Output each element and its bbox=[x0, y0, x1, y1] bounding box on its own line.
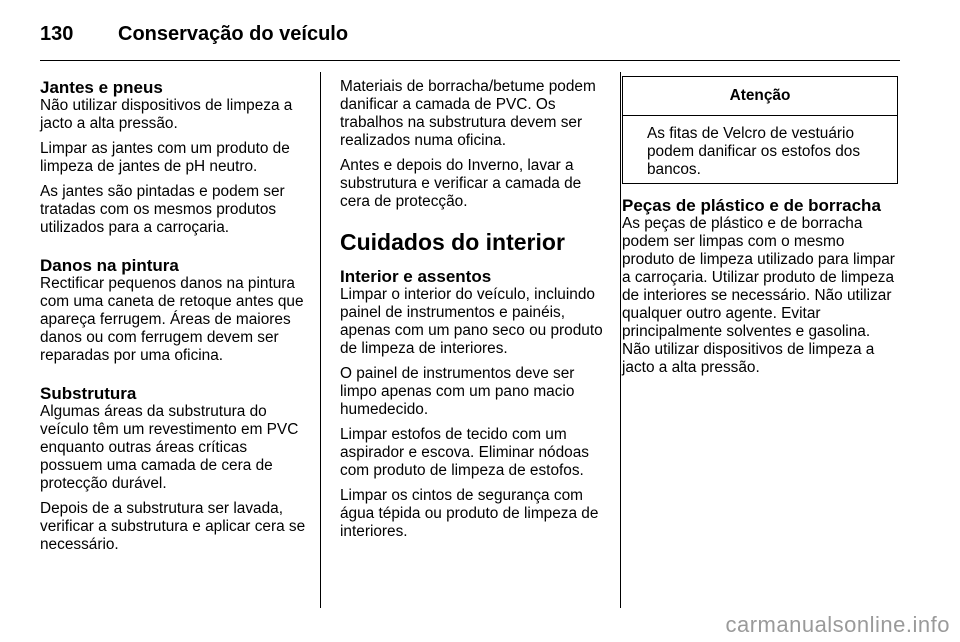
header-rule bbox=[40, 60, 900, 61]
column-divider bbox=[320, 72, 321, 608]
column-right bbox=[622, 196, 900, 384]
watermark: carmanualsonline.info bbox=[725, 612, 950, 637]
section-title-rims: Jantes e pneus bbox=[40, 78, 163, 97]
column-divider bbox=[620, 72, 621, 608]
paragraph: Rectificar pequenos danos na pintura com uma caneta de retoque antes que apareça ferrugem. Áreas de maiores danos ou com ferrugem devem ser reparadas por uma oficina. bbox=[40, 275, 304, 364]
notice-title: Atenção bbox=[623, 77, 897, 116]
paragraph: Limpar o interior do veículo, incluindo painel de instrumentos e painéis, apenas com um pano seco ou produto de limpeza de interiores. bbox=[340, 286, 603, 357]
paragraph: As jantes são pintadas e podem ser tratadas com os mesmos produtos utilizados para a carroçaria. bbox=[40, 183, 285, 236]
section-title-seats: Interior e assentos bbox=[340, 267, 492, 286]
page-title: Conservação do veículo bbox=[118, 22, 349, 45]
paragraph: Limpar estofos de tecido com um aspirador e escova. Eliminar nódoas com produto de limpeza de estofos. bbox=[340, 426, 589, 479]
section-title-plastic: Peças de plástico e de borracha bbox=[622, 196, 881, 215]
chapter-title-interior: Cuidados do interior bbox=[340, 229, 565, 255]
paragraph: Não utilizar dispositivos de limpeza a jacto a alta pressão. bbox=[40, 97, 293, 132]
paragraph: Depois de a substrutura ser lavada, verificar a substrutura e aplicar cera se necessário. bbox=[40, 500, 306, 553]
notice-box bbox=[622, 76, 898, 184]
paragraph: Limpar as jantes com um produto de limpeza de jantes de pH neutro. bbox=[40, 140, 290, 175]
paragraph: Antes e depois do Inverno, lavar a substrutura e verificar a camada de cera de protecção. bbox=[340, 157, 582, 210]
section-title-paint: Danos na pintura bbox=[40, 256, 179, 275]
paragraph: Algumas áreas da substrutura do veículo têm um revestimento em PVC enquanto outras áreas críticas possuem uma camada de cera de protecção durável. bbox=[40, 403, 299, 492]
page-number: 130 bbox=[40, 22, 74, 45]
paragraph: Limpar os cintos de segurança com água tépida ou produto de limpeza de interiores. bbox=[340, 487, 599, 540]
paragraph: Materiais de borracha/betume podem danificar a camada de PVC. Os trabalhos na substrutura devem ser realizados numa oficina. bbox=[340, 78, 596, 149]
section-title-underbody: Substrutura bbox=[40, 384, 137, 403]
page-header bbox=[40, 14, 348, 54]
paragraph: As peças de plástico e de borracha podem ser limpas com o mesmo produto de limpeza utilizado para limpar a carroçaria. Utilizar produto de limpeza de interiores se necessário. Não utilizar qualquer outro agente. Evitar principalmente solventes e gasolina. Não utilizar dispositivos de limpeza a jacto a alta pressão. bbox=[622, 215, 895, 376]
paragraph: O painel de instrumentos deve ser limpo apenas com um pano macio humedecido. bbox=[340, 365, 575, 418]
notice-text: As fitas de Velcro de vestuário podem danificar os estofos dos bancos. bbox=[647, 125, 861, 178]
column-middle bbox=[340, 78, 608, 548]
column-left bbox=[40, 78, 308, 561]
